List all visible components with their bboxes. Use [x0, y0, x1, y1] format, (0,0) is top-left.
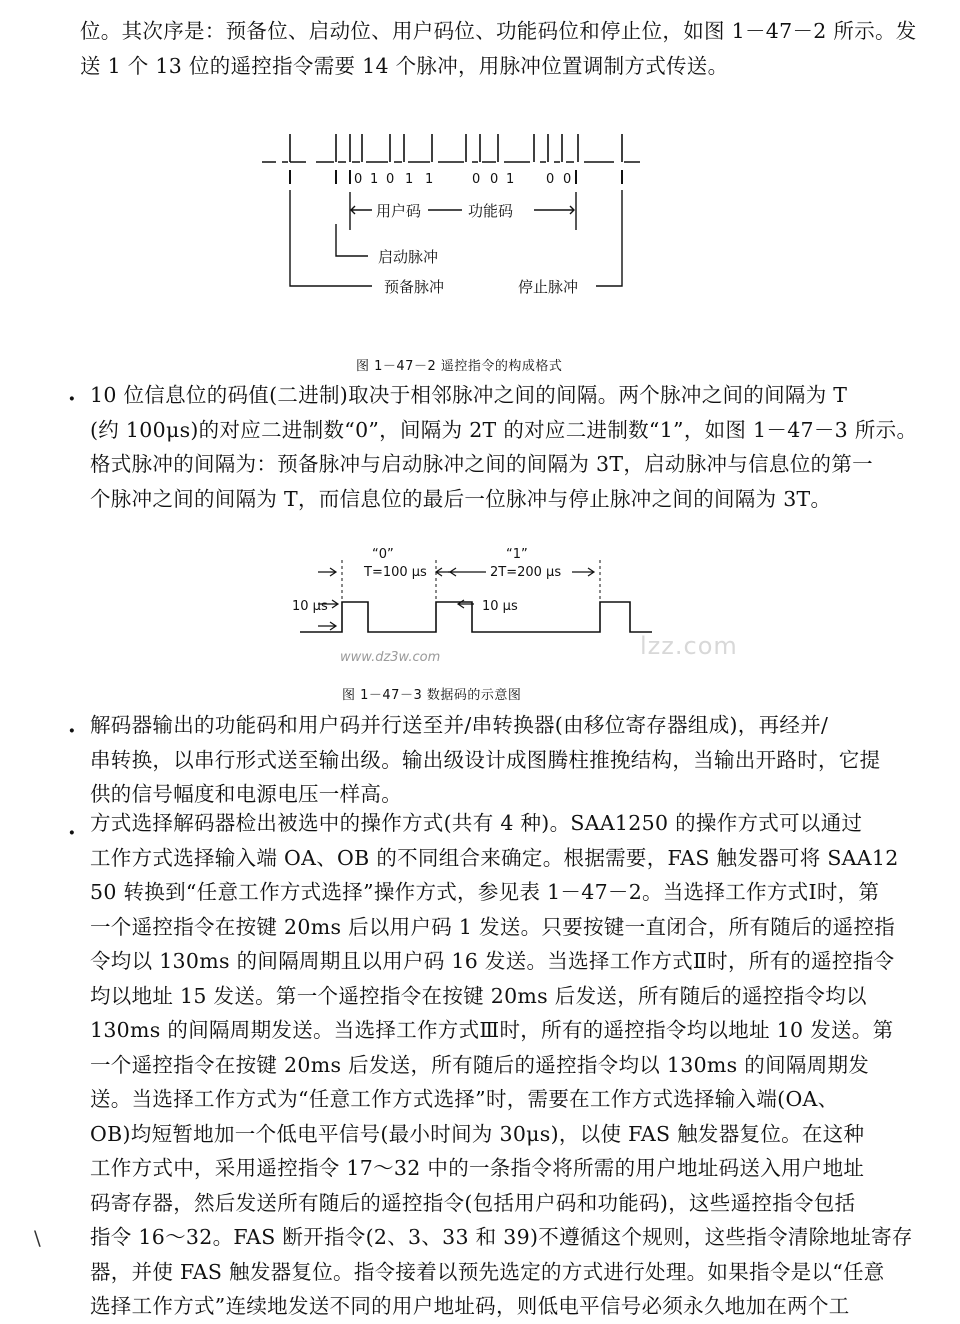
text-line: 令均以 130ms 的间隔周期且以用户码 16 发送。当选择工作方式Ⅱ时，所有的遥控指令 [90, 949, 895, 973]
bit-value: 1 [506, 172, 515, 187]
bit-value: 0 [490, 172, 499, 187]
text-line: 一个遥控指令在按键 20ms 后以用户码 1 发送。只要按键一直闭合，所有随后的遥控指 [90, 914, 896, 939]
bit-value: 0 [354, 172, 363, 187]
text-line: 送 1 个 13 位的遥控指令需要 14 个脉冲，用脉冲位置调制方式传送。 [80, 53, 729, 78]
text-line: 供的信号幅度和电源电压一样高。 [90, 782, 402, 806]
text-line: 送。当选择工作方式为“任意工作方式选择”时，需要在工作方式选择输入端(OA、 [90, 1087, 839, 1111]
text-line: 位。其次序是：预备位、启动位、用户码位、功能码位和停止位，如图 1－47－2 所示。发 [80, 19, 917, 43]
figure-caption: 图 1－47－2 遥控指令的构成格式 [356, 359, 563, 374]
paragraph-converter [90, 708, 960, 812]
period-2t-label: 2T=200 μs [490, 565, 562, 580]
text-line: 串转换，以串行形式送至输出级。输出级设计成图腾柱推挽结构，当输出开路时，它提 [90, 747, 881, 772]
paragraph-mode-select [90, 806, 960, 1324]
bit-value: 1 [370, 172, 379, 187]
text-line: OB)均短暂地加一个低电平信号(最小时间为 30μs)，以使 FAS 触发器复位。在这种 [90, 1121, 865, 1146]
text-line: 10 位信息位的码值(二进制)取决于相邻脉冲之间的间隔。两个脉冲之间的间隔为 T [90, 383, 848, 407]
one-label: “1” [506, 547, 528, 562]
bit-value: 0 [472, 172, 481, 187]
text-line: 码寄存器，然后发送所有随后的遥控指令(包括用户码和功能码)，这些遥控指令包括 [90, 1190, 856, 1215]
text-line: 工作方式中，采用遥控指令 17～32 中的一条指令将所需的用户地址码送入用户地址 [90, 1156, 865, 1180]
period-t-label: T=100 μs [364, 565, 427, 580]
bit-value: 0 [386, 172, 395, 187]
text-line: 器，并使 FAS 触发器复位。指令接着以预先选定的方式进行处理。如果指令是以“任意 [90, 1259, 885, 1284]
text-line: 格式脉冲的间隔为：预备脉冲与启动脉冲之间的间隔为 3T，启动脉冲与信息位的第一 [90, 452, 873, 476]
text-line: 50 转换到“任意工作方式选择”操作方式，参见表 1－47－2。当选择工作方式Ⅰ时，第 [90, 880, 880, 904]
text-line: 工作方式选择输入端 OA、OB 的不同组合来确定。根据需要，FAS 触发器可将 SAA12 [90, 845, 899, 870]
user-code-label: 用户码 [376, 202, 422, 220]
bullet-icon: · [68, 386, 76, 412]
function-code-label: 功能码 [468, 202, 514, 220]
margin-mark: \ [34, 1226, 41, 1250]
preset-pulse-label: 预备脉冲 [384, 278, 445, 296]
text-line: 个脉冲之间的间隔为 T，而信息位的最后一位脉冲与停止脉冲之间的间隔为 3T。 [90, 486, 832, 511]
watermark-logo: lzz.com [640, 632, 738, 660]
text-line: (约 100μs)的对应二进制数“0”，间隔为 2T 的对应二进制数“1”，如图 1－47－3 所示。 [90, 417, 918, 442]
zero-label: “0” [372, 547, 394, 562]
figure-caption: 图 1－47－3 数据码的示意图 [342, 688, 522, 703]
pulse-width-label: 10 μs [292, 599, 328, 614]
text-line: 解码器输出的功能码和用户码并行送至并/串转换器(由移位寄存器组成)，再经并/ [90, 713, 829, 737]
watermark-url: www.dz3w.com [340, 650, 441, 665]
bit-value: 0 [546, 172, 555, 187]
intro-paragraph [80, 14, 960, 83]
text-line: 指令 16～32。FAS 断开指令(2、3、33 和 39)不遵循这个规则，这些指令清除地址寄存 [90, 1225, 913, 1249]
paragraph-interval [90, 378, 960, 516]
bit-value: 1 [405, 172, 414, 187]
text-line: 130ms 的间隔周期发送。当选择工作方式Ⅲ时，所有的遥控指令均以地址 10 发送。第 [90, 1018, 894, 1042]
bullet-icon: · [68, 718, 76, 744]
text-line: 均以地址 15 发送。第一个遥控指令在按键 20ms 后发送，所有随后的遥控指令均以 [90, 983, 867, 1008]
marker-ticks [290, 170, 622, 184]
bit-values [354, 172, 571, 187]
start-pulse-label: 启动脉冲 [378, 248, 439, 266]
bracket-lines [290, 190, 622, 286]
bit-value: 1 [425, 172, 434, 187]
data-code-figure [0, 540, 960, 650]
pulse-width-label: 10 μs [482, 599, 518, 614]
bit-value: 0 [563, 172, 572, 187]
text-line: 选择工作方式”连续地发送不同的用户地址码，则低电平信号必须永久地加在两个工 [90, 1294, 850, 1318]
stop-pulse-label: 停止脉冲 [518, 278, 579, 296]
bullet-icon: · [68, 820, 76, 846]
pulse-train [262, 134, 640, 162]
text-line: 方式选择解码器检出被选中的操作方式(共有 4 种)。SAA1250 的操作方式可以通过 [90, 811, 863, 835]
text-line: 一个遥控指令在按键 20ms 后发送，所有随后的遥控指令均以 130ms 的间隔周期发 [90, 1052, 870, 1077]
pulse-train [300, 602, 652, 632]
